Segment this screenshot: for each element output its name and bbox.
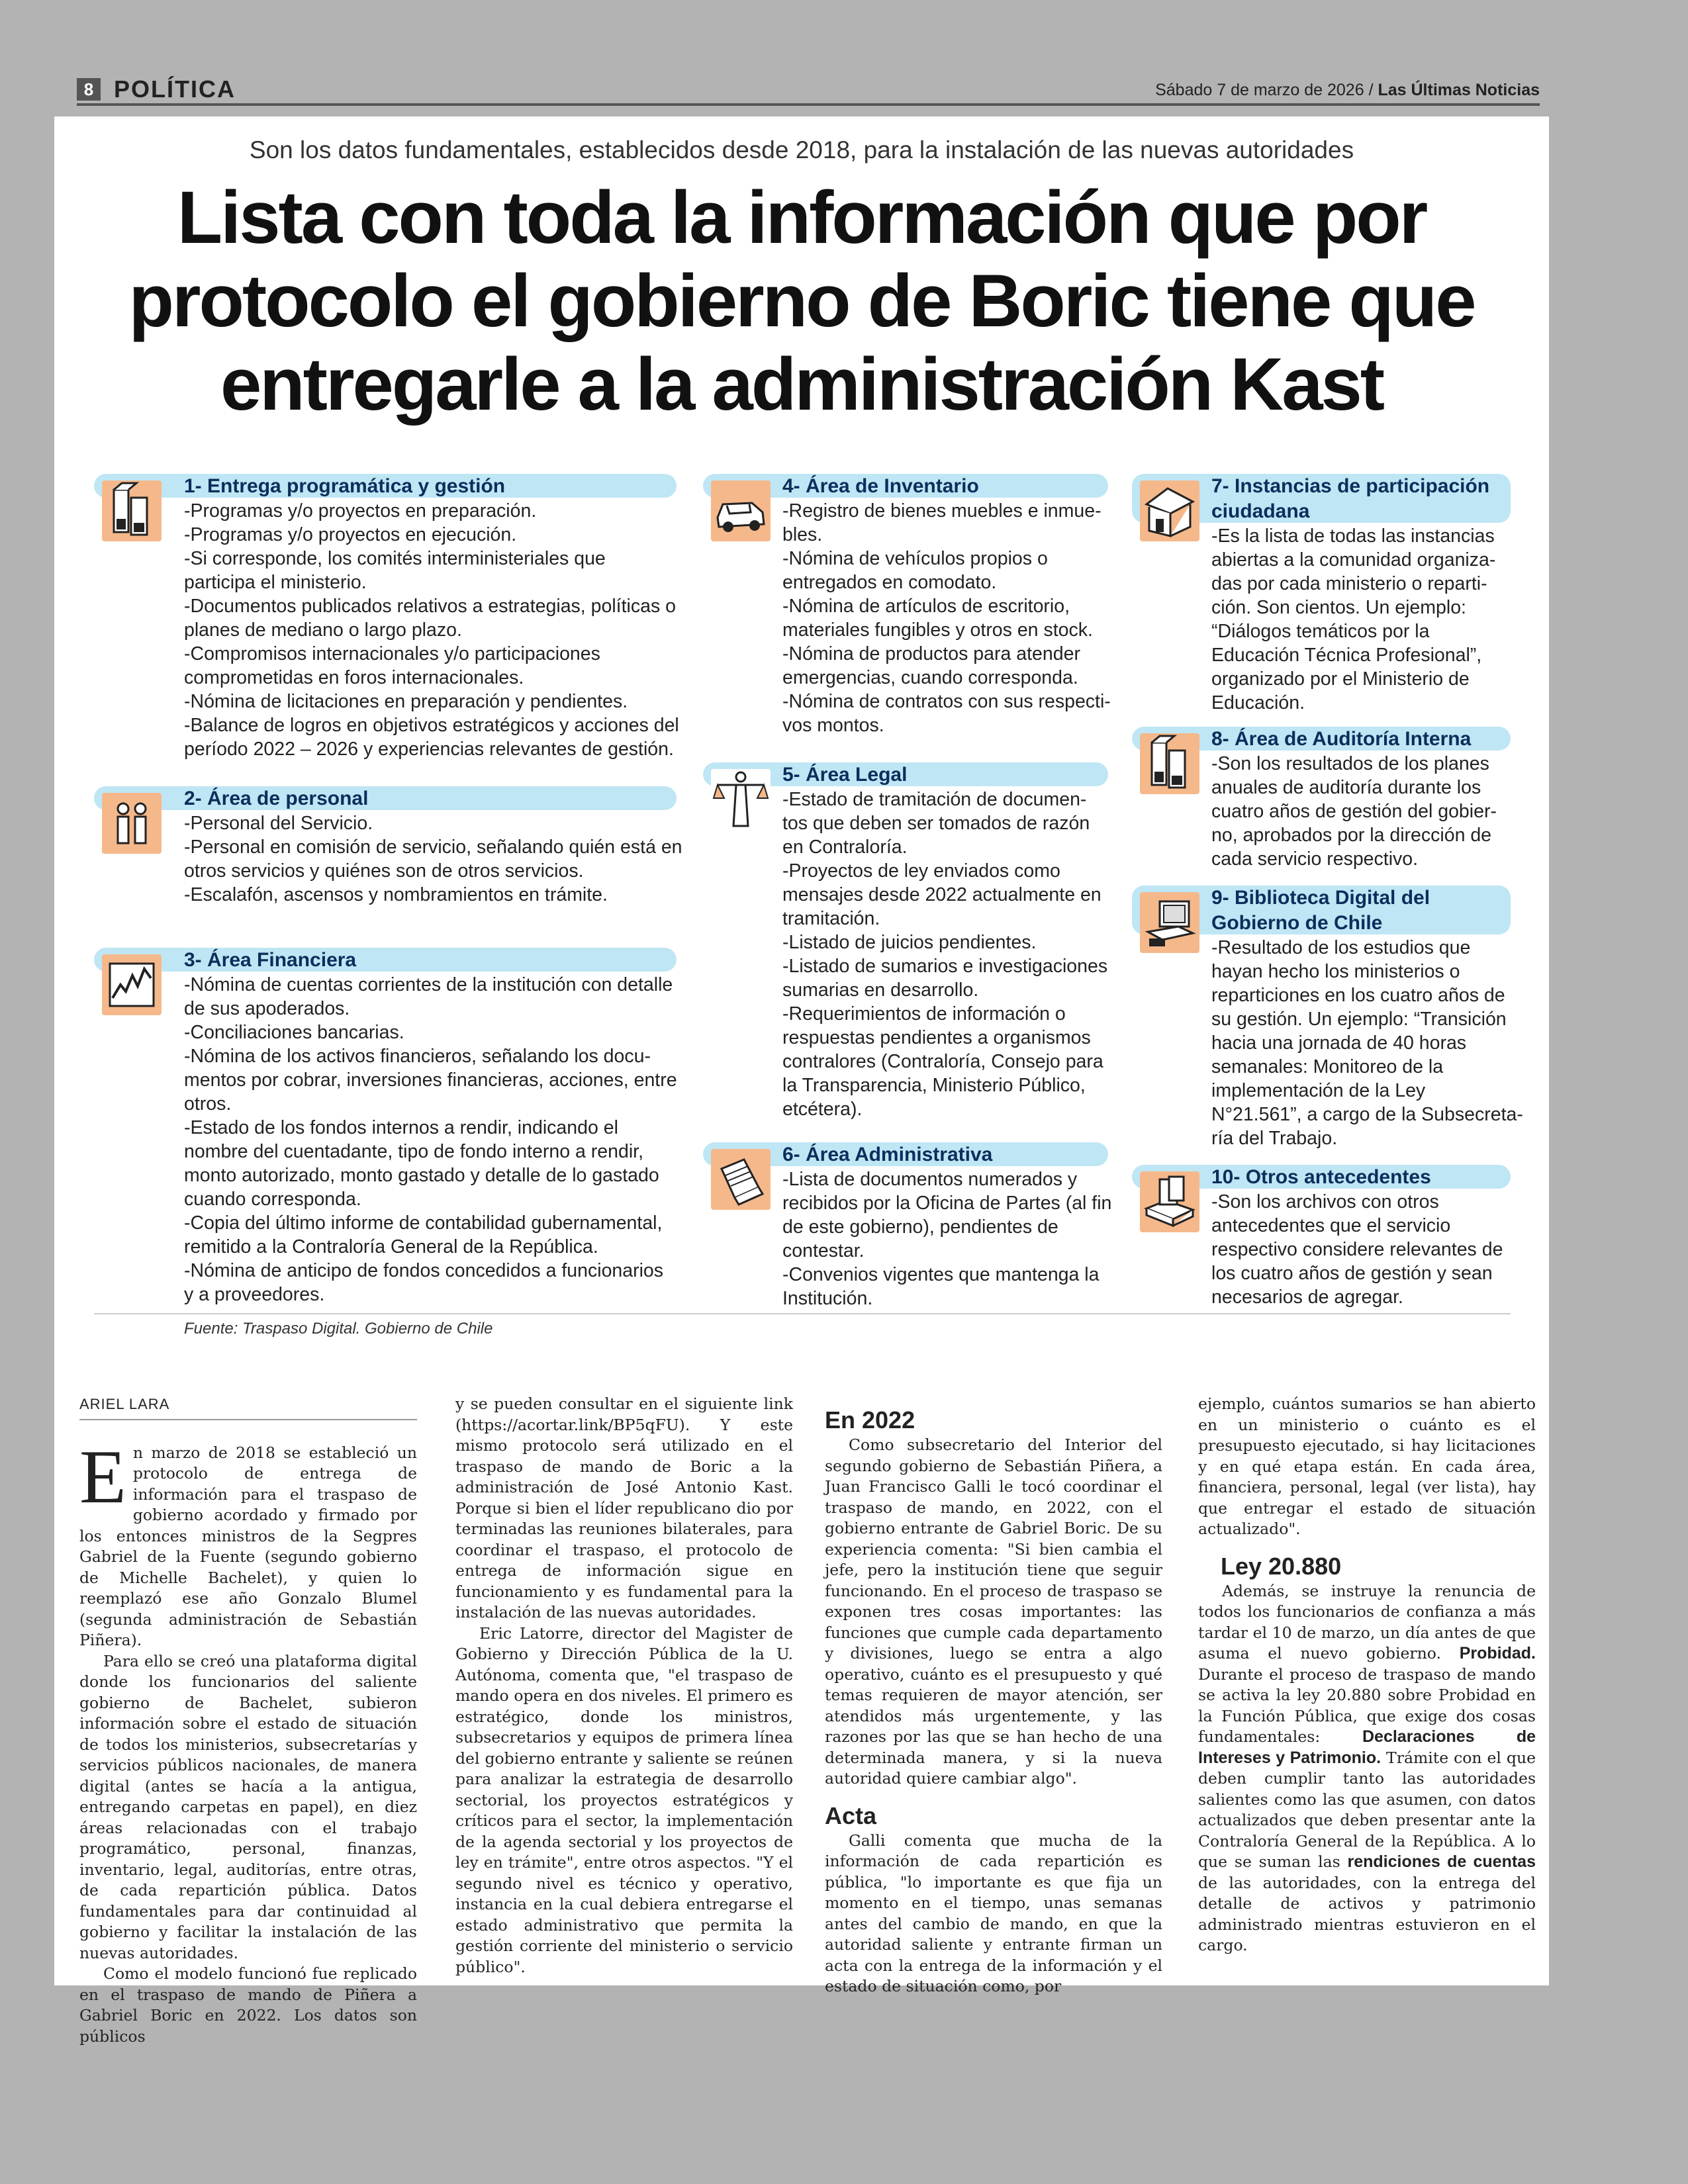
item-line: -Balance de logros en objetivos estratégicos y acciones del <box>184 715 679 736</box>
item-line: bles. <box>782 524 823 545</box>
item-line: N°21.561”, a cargo de la Subsecreta- <box>1211 1104 1523 1125</box>
item-line: nombre del cuentadante, tipo de fondo interno a rendir, <box>184 1141 643 1162</box>
item-body <box>184 811 733 907</box>
item-line: necesarios de agregar. <box>1211 1287 1403 1308</box>
paragraph-text: Además, se instruye la renuncia de todos los funcionarios de confianza a más tardar el 10 de marzo, un día antes de que asuma el nuevo gobierno. <box>1198 1581 1536 1662</box>
item-line: Institución. <box>782 1288 873 1309</box>
item-line: emergencias, cuando corresponda. <box>782 667 1078 688</box>
article-paragraph <box>1198 1581 1536 1956</box>
article-paragraph: Como subsecretario del Interior del segundo gobierno de Sebastián Piñera, a Juan Francisco Galli le tocó coordinar el traspaso de mando, en 2022, con el gobierno entrante de Gabriel Boric. De su experiencia comenta: "Si bien cambia el jefe, pero la institución tiene que seguir funcionando. En el proceso de traspaso se exponen tres cosas importantes: las funciones que cumple cada departamento y divisiones, luego se entra a algo operativo, cuánto es el presupuesto y qué temas requieren de mayor atención, ser atendidos más urgentemente, y las razones por las que se han hecho de una determinada manera, y si la nueva autoridad quiere cambiar algo". <box>825 1435 1162 1788</box>
item-line: -Escalafón, ascensos y nombramientos en trámite. <box>184 884 608 905</box>
item-title-bar <box>94 948 677 972</box>
item-line: su gestión. Un ejemplo: “Transición <box>1211 1009 1507 1030</box>
paragraph-text: de las autoridades, con la entrega del detalle de activos y patrimonio administrado mientras estuvieron en el cargo. <box>1198 1873 1536 1954</box>
item-line: ción. Son cientos. Un ejemplo: <box>1211 597 1466 618</box>
item-line: vos montos. <box>782 715 884 736</box>
item-body <box>782 499 1127 737</box>
bold-term: Declaraciones de Intereses y Patrimonio. <box>1198 1727 1536 1767</box>
newspaper-page <box>54 116 1549 2046</box>
item-line: antecedentes que el servicio <box>1211 1215 1451 1236</box>
item-line: tramitación. <box>782 908 880 929</box>
item-line: remitido a la Contraloría General de la República. <box>184 1236 598 1257</box>
item-body <box>184 499 733 761</box>
item-body <box>1211 1190 1542 1309</box>
item-line: -Nómina de artículos de escritorio, <box>782 596 1070 617</box>
kicker: Son los datos fundamentales, establecidos desde 2018, para la instalación de las nuevas autoridades <box>249 136 1354 163</box>
documents-icon <box>711 1149 771 1210</box>
item-line: -Nómina de contratos con sus respecti- <box>782 691 1111 712</box>
item-line: -Personal del Servicio. <box>184 813 373 834</box>
item-line: -Proyectos de ley enviados como <box>782 860 1060 882</box>
item-line: -Copia del último informe de contabilidad gubernamental, <box>184 1212 663 1234</box>
binders-icon <box>102 480 162 541</box>
article-column-2 <box>455 1394 793 1978</box>
justice-icon <box>711 769 771 830</box>
item-body <box>1211 936 1542 1150</box>
page-number: 8 <box>77 78 101 101</box>
source-credit: Fuente: Traspaso Digital. Gobierno de Chile <box>184 1320 493 1338</box>
dateline <box>1155 81 1540 100</box>
item-line: das por cada ministerio o reparti- <box>1211 573 1487 594</box>
item-line: -Lista de documentos numerados y <box>782 1169 1078 1190</box>
item-line: ría del Trabajo. <box>1211 1128 1338 1149</box>
item-line: -Conciliaciones bancarias. <box>184 1022 404 1043</box>
item-line: etcétera). <box>782 1099 863 1120</box>
item-body <box>782 788 1127 1121</box>
item-line: semanales: Monitoreo de la <box>1211 1056 1444 1077</box>
item-line: de sus apoderados. <box>184 998 350 1019</box>
item-body <box>184 973 733 1306</box>
car-icon <box>711 480 771 541</box>
archive-icon <box>1140 1171 1199 1232</box>
item-line: cuando corresponda. <box>184 1189 361 1210</box>
headline: Lista con toda la información que por protocolo el gobierno de Boric tiene que entregarle a la administración Kast <box>128 176 1475 426</box>
item-title: 8- Área de Auditoría Interna <box>1211 728 1472 750</box>
article-column-1 <box>79 1394 417 2047</box>
bold-term: Probidad. <box>1459 1644 1536 1662</box>
item-line: -Nómina de licitaciones en preparación y pendientes. <box>184 691 628 712</box>
paragraph-text: Trámite con el que deben cumplir tanto las autoridades salientes como las que asumen, con datos actualizados que deben presentar ante la Contraloría General de la República. A lo que se suman las <box>1198 1748 1536 1871</box>
item-line: -Nómina de cuentas corrientes de la institución con detalle <box>184 974 673 995</box>
item-line: -Listado de juicios pendientes. <box>782 932 1037 953</box>
item-line: de este gobierno), pendientes de <box>782 1216 1058 1238</box>
item-line: cuatro años de gestión del gobier- <box>1211 801 1497 822</box>
item-line: implementación de la Ley <box>1211 1080 1426 1101</box>
item-line: -Nómina de anticipo de fondos concedidos a funcionarios <box>184 1260 664 1281</box>
item-line: sumarias en desarrollo. <box>782 979 979 1001</box>
item-title-line: 7- Instancias de participación <box>1211 475 1490 497</box>
item-line: -Estado de los fondos internos a rendir, indicando el <box>184 1117 618 1138</box>
dateline-separator: / <box>1368 81 1374 99</box>
item-title <box>1211 886 1430 936</box>
article-column-4 <box>1198 1394 1536 1956</box>
item-line: respuestas pendientes a organismos <box>782 1027 1091 1048</box>
item-line: mensajes desde 2022 actualmente en <box>782 884 1102 905</box>
item-line: la Transparencia, Ministerio Público, <box>782 1075 1086 1096</box>
item-title-line: Gobierno de Chile <box>1211 912 1383 934</box>
item-line: -Estado de tramitación de documen- <box>782 789 1087 810</box>
item-line: no, aprobados por la dirección de <box>1211 825 1492 846</box>
chart-icon <box>102 954 162 1015</box>
item-line: -Compromisos internacionales y/o participaciones <box>184 643 600 664</box>
item-line: Educación Técnica Profesional”, <box>1211 645 1482 666</box>
people-icon <box>102 793 162 854</box>
item-line: -Nómina de vehículos propios o <box>782 548 1048 569</box>
item-title: 2- Área de personal <box>184 788 369 809</box>
section-name: POLÍTICA <box>114 75 236 103</box>
item-line: y a proveedores. <box>184 1284 325 1305</box>
article-paragraph: y se pueden consultar en el siguiente link (https://acortar.link/BP5qFU). Y este mismo protocolo será utilizado en el traspaso de mando de Boric a la administración de José Antonio Kast. Porque si bien el líder republicano dio por terminadas las reuniones bilaterales, para coordinar el traspaso, el protocolo de entrega de información sigue en funcionamiento y es fundamental para la instalación de las nuevas autoridades. <box>455 1394 793 1621</box>
item-line: período 2022 – 2026 y experiencias relevantes de gestión. <box>184 739 674 760</box>
item-line: cada servicio respectivo. <box>1211 848 1419 870</box>
item-line: respectivo considere relevantes de <box>1211 1239 1503 1260</box>
article-paragraph: ejemplo, cuántos sumarios se han abierto en un ministerio o cuánto es el presupuesto ejecutado, si hay licitaciones y en qué etapa están. En cada área, financiera, personal, legal (ver lista), hay que entregar el estado de situación actualizado". <box>1198 1394 1536 1538</box>
item-line: -Nómina de los activos financieros, señalando los docu- <box>184 1046 651 1067</box>
subhead: Acta <box>825 1801 877 1829</box>
item-title <box>1211 474 1489 524</box>
item-line: -Si corresponde, los comités interministeriales que <box>184 548 606 569</box>
item-title-line: ciudadana <box>1211 500 1310 522</box>
item-line: mentos por cobrar, inversiones financieras, acciones, entre <box>184 1069 677 1091</box>
item-line: anuales de auditoría durante los <box>1211 777 1481 798</box>
item-line: recibidos por la Oficina de Partes (al fin <box>782 1193 1112 1214</box>
article-paragraph: Como el modelo funcionó fue replicado en el traspaso de mando de Piñera a Gabriel Boric en 2022. Los datos son públicos <box>79 1964 417 2046</box>
item-line: organizado por el Ministerio de <box>1211 668 1470 690</box>
item-line: contralores (Contraloría, Consejo para <box>782 1051 1103 1072</box>
item-title: 5- Área Legal <box>782 764 908 786</box>
computer-icon <box>1140 892 1199 953</box>
divider <box>94 1313 1511 1314</box>
item-line: -Documentos publicados relativos a estrategias, políticas o <box>184 596 676 617</box>
item-line: otros servicios y quiénes son de otros servicios. <box>184 860 584 882</box>
item-title: 1- Entrega programática y gestión <box>184 475 506 497</box>
item-title-line: 9- Biblioteca Digital del <box>1211 887 1430 909</box>
bold-term: rendiciones de cuentas <box>1347 1852 1536 1871</box>
paragraph-text: Durante el proceso de traspaso de mando se activa la ley 20.880 sobre Probidad en la Función Pública, que exige dos cosas fundamentales: <box>1198 1664 1536 1746</box>
item-line: monto autorizado, monto gastado y detalle de lo gastado <box>184 1165 659 1186</box>
item-title: 4- Área de Inventario <box>782 475 979 497</box>
item-line: participa el ministerio. <box>184 572 367 593</box>
item-line: -Listado de sumarios e investigaciones <box>782 956 1108 977</box>
item-line: -Son los resultados de los planes <box>1211 753 1489 774</box>
article-paragraph <box>79 1434 417 1651</box>
item-line: -Requerimientos de información o <box>782 1003 1066 1024</box>
item-line: -Nómina de productos para atender <box>782 643 1080 664</box>
page-header <box>77 74 1540 106</box>
article-paragraph: Eric Latorre, director del Magister de Gobierno y Dirección Pública de la U. Autónoma, comenta que, "el traspaso de mando opera en dos niveles. El primero es estratégico, donde los ministros, subsecretarios y equipos de primera línea del gobierno entrante y saliente se reúnen para analizar la estrategia de desarrollo sectorial, los proyectos estratégicos y críticos para el sector, la implementación de la agenda sectorial y los proyectos de ley en trámite", entre otros aspectos. "Y el segundo nivel es técnico y operativo, instancia en la cual debiera entregarse el estado administrativo que permita la gestión corriente del ministerio o servicio público". <box>455 1623 793 1976</box>
item-line: los cuatro años de gestión y sean <box>1211 1263 1493 1284</box>
item-line: materiales fungibles y otros en stock. <box>782 619 1093 641</box>
item-body <box>1211 524 1542 715</box>
item-line: abiertas a la comunidad organiza- <box>1211 549 1496 570</box>
item-line: -Registro de bienes muebles e inmue- <box>782 500 1102 522</box>
item-title-bar <box>94 786 677 810</box>
item-line: -Convenios vigentes que mantenga la <box>782 1264 1100 1285</box>
house-icon <box>1140 480 1199 541</box>
item-line: entregados en comodato. <box>782 572 997 593</box>
byline: ARIEL LARA <box>79 1394 417 1420</box>
issue-date: Sábado 7 de marzo de 2026 <box>1155 81 1364 99</box>
item-line: -Resultado de los estudios que <box>1211 937 1471 958</box>
item-title: 6- Área Administrativa <box>782 1144 993 1165</box>
item-line: planes de mediano o largo plazo. <box>184 619 462 641</box>
item-line: -Programas y/o proyectos en preparación. <box>184 500 537 522</box>
binders-icon <box>1140 733 1199 794</box>
publication-name: Las Últimas Noticias <box>1378 81 1540 99</box>
article-paragraph: Para ello se creó una plataforma digital donde los funcionarios del saliente gobierno de Bachelet, subieron información sobre el estado de situación de todos los ministerios, subsecretarías y servicios públicos nacionales, de manera digital (antes se hacía a la antigua, entregando carpetas en papel), en diez áreas relacionadas con el trabajo programático, personal, finanzas, inventario, legal, auditorías, entre otras, de cada repartición pública. Datos fundamentales para dar continuidad al gobierno y facilitar la instalación de las nuevas autoridades. <box>79 1651 417 1962</box>
item-title: 3- Área Financiera <box>184 949 357 971</box>
subhead: Ley 20.880 <box>1221 1552 1342 1580</box>
item-line: Educación. <box>1211 692 1305 713</box>
item-body <box>1211 752 1542 871</box>
item-line: hacia una jornada de 40 horas <box>1211 1032 1467 1054</box>
item-line: reparticiones en los cuatro años de <box>1211 985 1505 1006</box>
article-paragraph: Galli comenta que mucha de la información de cada repartición es pública, "lo importante es que fija un momento en el tiempo, unas semanas antes del cambio de mando, en que la autoridad saliente y entrante firman un acta con la entrega de la información y el estado de situación como, por <box>825 1831 1162 1995</box>
item-body <box>782 1167 1127 1310</box>
item-line: tos que deben ser tomados de razón <box>782 813 1090 834</box>
item-line: “Diálogos temáticos por la <box>1211 621 1430 642</box>
item-line: -Son los archivos con otros <box>1211 1191 1439 1212</box>
drop-cap: E <box>79 1434 126 1520</box>
article-column-3 <box>825 1404 1162 1997</box>
item-line: -Personal en comisión de servicio, señalando quién está en <box>184 837 682 858</box>
paragraph-text: n marzo de 2018 se estableció un protocolo de entrega de información para el traspaso de gobierno acordado y firmado por los entonces ministros de la Segpres Gabriel de la Fuente (segundo gobierno de Michelle Bachelet), y quien lo reemplazó ese año Gonzalo Blumel (segunda administración de Sebastián Piñera). <box>79 1443 417 1649</box>
item-line: comprometidas en foros internacionales. <box>184 667 524 688</box>
item-line: -Programas y/o proyectos en ejecución. <box>184 524 517 545</box>
item-title: 10- Otros antecedentes <box>1211 1166 1431 1188</box>
item-line: hayan hecho los ministerios o <box>1211 961 1460 982</box>
item-line: -Es la lista de todas las instancias <box>1211 525 1495 547</box>
subhead: En 2022 <box>825 1406 915 1433</box>
item-line: en Contraloría. <box>782 837 908 858</box>
item-line: otros. <box>184 1093 232 1115</box>
item-line: contestar. <box>782 1240 865 1261</box>
